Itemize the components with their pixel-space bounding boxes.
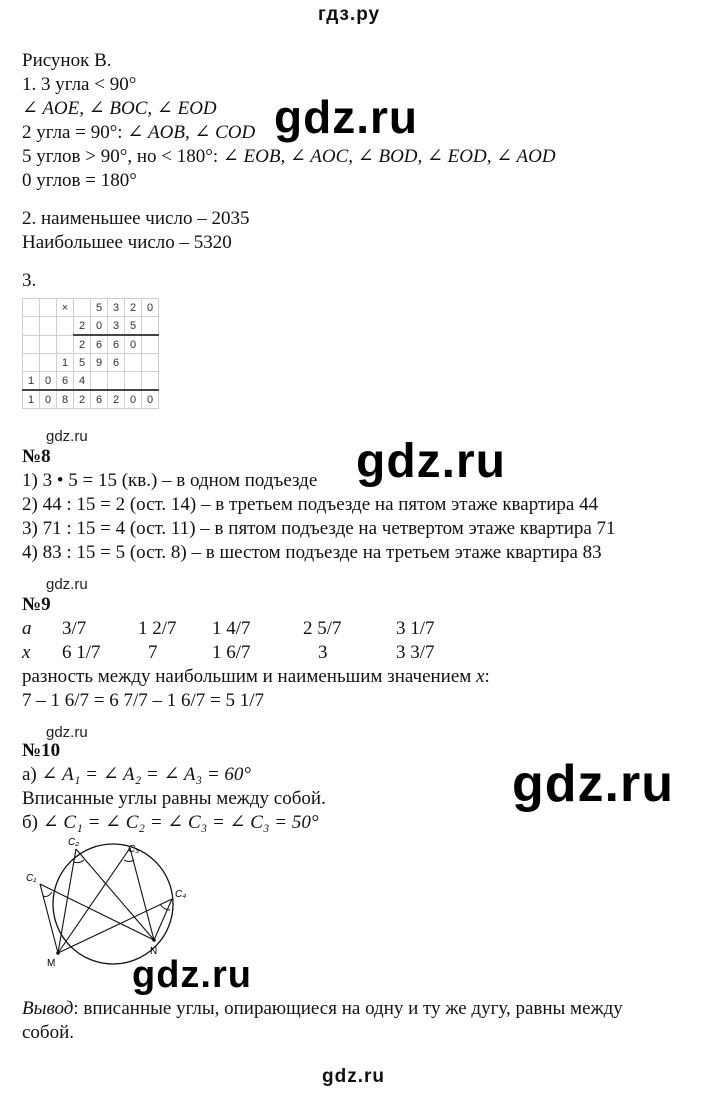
chord xyxy=(58,899,172,953)
angles-right-line xyxy=(22,122,255,144)
task-10-a-prefix: а) xyxy=(22,764,42,785)
row-a-label: a xyxy=(22,618,32,639)
grid-cell: 2 xyxy=(74,335,91,354)
grid-cell: 0 xyxy=(40,372,57,391)
row-x-value: 1 6/7 xyxy=(212,642,251,663)
watermark-small: gdz.ru xyxy=(46,724,88,741)
smallest-number: 2. наименьшее число – 2035 xyxy=(22,208,250,229)
task-8-line: 4) 83 : 15 = 5 (ост. 8) – в шестом подъезде на третьем этаже квартира 83 xyxy=(22,542,602,563)
angle-arc xyxy=(124,860,134,862)
angles-acute-count: 1. 3 угла < 90° xyxy=(22,74,137,95)
task-10-b-prefix: б) xyxy=(22,812,43,833)
grid-cell: 0 xyxy=(125,335,142,354)
grid-cell: 0 xyxy=(142,390,159,409)
difference-text: разность между наибольшим и наименьшим значением xyxy=(22,666,477,687)
grid-cell: 8 xyxy=(57,390,74,409)
watermark-big: gdz.ru xyxy=(512,755,674,813)
task-10-number: №10 xyxy=(22,740,61,761)
grid-row xyxy=(23,335,159,354)
grid-cell: 5 xyxy=(74,354,91,372)
grid-cell: 2 xyxy=(125,299,142,317)
grid-row xyxy=(23,317,159,336)
grid-cell xyxy=(57,335,74,354)
grid-cell xyxy=(142,354,159,372)
task-8-line: 1) 3 • 5 = 15 (кв.) – в одном подъезде xyxy=(22,470,318,491)
point-m xyxy=(56,951,60,955)
grid-cell: 0 xyxy=(40,390,57,409)
task-9-calculation: 7 – 1 6/7 = 6 7/7 – 1 6/7 = 5 1/7 xyxy=(22,690,265,711)
grid-cell: 5 xyxy=(91,299,108,317)
watermark-small: gdz.ru xyxy=(46,428,88,445)
grid-cell xyxy=(108,372,125,391)
grid-cell xyxy=(23,317,40,336)
grid-cell xyxy=(125,354,142,372)
grid-cell xyxy=(142,335,159,354)
grid-cell: 6 xyxy=(91,335,108,354)
row-x-label: x xyxy=(22,642,31,663)
grid-cell: 2 xyxy=(108,390,125,409)
angles-straight-count: 0 углов = 180° xyxy=(22,170,137,191)
angles-right-list: ∠ AOB, ∠ COD xyxy=(127,122,256,143)
task-8-line: 3) 71 : 15 = 4 (ост. 11) – в пятом подъезде на четвертом этаже квартира 71 xyxy=(22,518,616,539)
task-8-number: №8 xyxy=(22,446,51,467)
watermark-small: gdz.ru xyxy=(46,576,88,593)
grid-cell: × xyxy=(57,299,74,317)
grid-row xyxy=(23,354,159,372)
task-9-row-x xyxy=(0,642,720,664)
row-x-value: 7 xyxy=(148,642,158,663)
conclusion-text: : вписанные углы, опирающиеся на одну и ту же дугу, равны между xyxy=(73,998,623,1019)
row-x-value: 6 1/7 xyxy=(62,642,101,663)
item-3-label: 3. xyxy=(22,270,37,291)
grid-cell: 1 xyxy=(23,372,40,391)
grid-cell: 6 xyxy=(108,335,125,354)
conclusion-line-2: собой. xyxy=(22,1022,75,1043)
angles-obtuse-prefix: 5 углов > 90°, но < 180°: xyxy=(22,146,223,167)
grid-cell xyxy=(40,317,57,336)
task-10-a xyxy=(22,764,251,786)
conclusion-word: Вывод xyxy=(22,998,74,1019)
grid-cell xyxy=(57,317,74,336)
grid-cell: 4 xyxy=(74,372,91,391)
grid-cell: 3 xyxy=(108,299,125,317)
grid-cell xyxy=(74,299,91,317)
grid-row xyxy=(23,390,159,409)
footer-watermark: gdz.ru xyxy=(322,1066,385,1087)
grid-cell: 0 xyxy=(125,390,142,409)
row-x-value: 3 3/7 xyxy=(396,642,435,663)
task-10-b-angles: ∠ C₁ = ∠ C₂ = ∠ C₃ = ∠ C₃ = 50° xyxy=(42,812,319,833)
grid-cell xyxy=(23,299,40,317)
task-9-number: №9 xyxy=(22,594,51,615)
row-a-value: 3/7 xyxy=(62,618,87,639)
grid-cell xyxy=(23,354,40,372)
grid-cell xyxy=(40,335,57,354)
header-watermark: гдз.ру xyxy=(318,4,381,25)
label-n: N xyxy=(150,946,158,957)
grid-row xyxy=(23,299,159,317)
grid-cell xyxy=(142,317,159,336)
grid-cell xyxy=(91,372,108,391)
largest-number: Наибольшее число – 5320 xyxy=(22,232,232,253)
label-c2: C₂ xyxy=(68,837,80,848)
grid-cell: 1 xyxy=(57,354,74,372)
grid-cell: 2 xyxy=(74,317,91,336)
label-c3: C₃ xyxy=(128,844,140,855)
point-n xyxy=(152,938,156,942)
grid-cell xyxy=(40,354,57,372)
figure-title: Рисунок В. xyxy=(22,50,112,71)
row-a-value: 1 2/7 xyxy=(138,618,177,639)
watermark-big: gdz.ru xyxy=(274,91,418,143)
grid-cell: 5 xyxy=(125,317,142,336)
row-x-value: 3 xyxy=(318,642,328,663)
chord xyxy=(154,899,172,940)
multiplication-grid xyxy=(22,298,159,409)
grid-cell xyxy=(23,335,40,354)
task-9-difference-label xyxy=(22,666,490,688)
grid-cell: 3 xyxy=(108,317,125,336)
inscribed-angles-figure xyxy=(18,836,208,971)
label-c1: C₁ xyxy=(26,873,37,884)
grid-cell xyxy=(125,372,142,391)
row-a-value: 2 5/7 xyxy=(303,618,342,639)
chord xyxy=(40,884,154,940)
row-a-value: 1 4/7 xyxy=(212,618,251,639)
row-a-value: 3 1/7 xyxy=(396,618,435,639)
angle-arc xyxy=(74,860,84,863)
grid-cell xyxy=(40,299,57,317)
grid-cell: 2 xyxy=(74,390,91,409)
conclusion-line-1 xyxy=(22,998,623,1020)
angles-right-prefix: 2 угла = 90°: xyxy=(22,122,128,143)
grid-row xyxy=(23,372,159,391)
task-9-row-a xyxy=(0,618,720,640)
angles-obtuse-line xyxy=(22,146,556,168)
difference-variable: x xyxy=(476,666,485,687)
watermark-big: gdz.ru xyxy=(356,435,506,488)
label-c4: C₄ xyxy=(175,889,187,900)
grid-cell: 6 xyxy=(57,372,74,391)
grid-cell: 6 xyxy=(108,354,125,372)
task-10-a-text: Вписанные углы равны между собой. xyxy=(22,788,326,809)
angles-obtuse-list: ∠ EOB, ∠ AOC, ∠ BOD, ∠ EOD, ∠ AOD xyxy=(222,146,556,167)
watermark-big: gdz.ru xyxy=(132,954,252,996)
difference-colon: : xyxy=(484,666,490,687)
angle-arc xyxy=(43,892,52,897)
angles-acute-list: ∠ AOE, ∠ BOC, ∠ EOD xyxy=(22,98,217,119)
label-m: M xyxy=(47,958,56,969)
task-10-b xyxy=(22,812,318,834)
grid-cell: 6 xyxy=(91,390,108,409)
grid-cell: 9 xyxy=(91,354,108,372)
grid-cell: 0 xyxy=(142,299,159,317)
grid-cell: 0 xyxy=(91,317,108,336)
task-10-a-angles: ∠ A₁ = ∠ A₂ = ∠ A₃ = 60° xyxy=(41,764,252,785)
task-8-line: 2) 44 : 15 = 2 (ост. 14) – в третьем подъезде на пятом этаже квартира 44 xyxy=(22,494,599,515)
grid-cell xyxy=(142,372,159,391)
grid-cell: 1 xyxy=(23,390,40,409)
